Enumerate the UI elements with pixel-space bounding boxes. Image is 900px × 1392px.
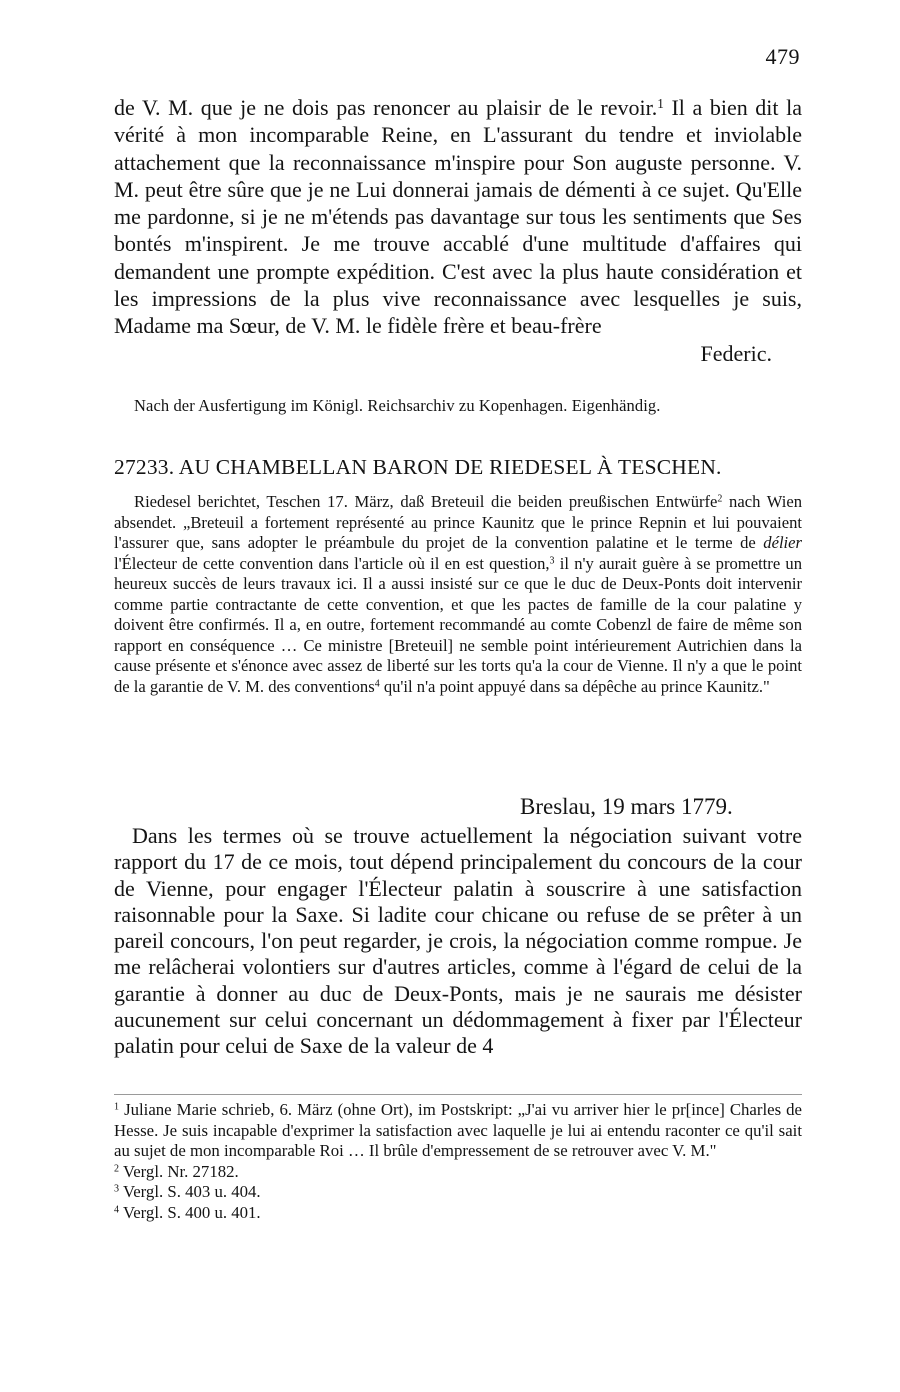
report-summary-text [114,492,802,697]
dateline: Breslau, 19 mars 1779. [520,794,733,819]
footnotes [114,1100,802,1223]
page-number: 479 [765,44,800,69]
footnote-ref-2[interactable]: 2 [717,493,723,505]
document-heading: 27233. AU CHAMBELLAN BARON DE RIEDESEL À TESCHEN. [114,455,722,479]
footnote-ref-3[interactable]: 3 [549,555,555,567]
body-text-start: de V. M. que je ne dois pas renoncer au plaisir de le revoir. [114,95,658,120]
signature: Federic. [700,340,772,366]
source-note: Nach der Ausfertigung im Königl. Reichsarchiv zu Kopenhagen. Eigenhändig. [134,396,661,415]
footnote-divider [114,1094,802,1095]
footnote-3 [114,1182,802,1203]
footnote-ref-1[interactable]: 1 [657,95,664,111]
footnote-2-text: Vergl. Nr. 27182. [119,1161,239,1181]
body-text-rest: Il a bien dit la vérité à mon incomparable Reine, en L'assurant du tendre et inviolable attachement que la reconnaissance m'inspire pour Son auguste personne. V. M. peut être sûre que je ne Lui donnerai jamais de démenti à ce sujet. Qu'Elle me pardonne, si je ne m'étends pas davantage sur tous les sentiments que Ses bontés m'inspirent. Je me trouve accablé d'une multitude d'affaires qui demandent une prompte expédition. C'est avec la plus haute considération et les impressions de la plus vive reconnaissance avec lesquelles je suis, Madame ma Sœur, de V. M. le fidèle frère et beau-frère [114,95,803,339]
footnote-marker-4: 4 [114,1203,120,1215]
footnote-2 [114,1162,802,1183]
letter-body [114,823,802,1060]
letter-conclusion [114,94,802,367]
footnote-marker-2: 2 [114,1162,120,1174]
summary-part-2: nach Wien absendet. „Breteuil a fortement représenté au prince Kaunitz que le prince Repnin et lui pouvaient l'assurer que, sans adopter le préambule du projet de la convention palatine et le terme de [114,492,803,552]
footnote-3-text: Vergl. S. 403 u. 404. [119,1182,261,1201]
footnote-1-text: Juliane Marie schrieb, 6. März (ohne Ort), im Postskript: „J'ai vu arriver hier le pr[ince] Charles de Hesse. Je suis incapable d'exprimer la satisfaction avec laquelle je lui ai entendu raconter ce qu'il sait au sujet de mon incomparable Roi … Il brûle d'empressement de se retrouver avec V. M." [114,1100,802,1160]
summary-part-3: l'Électeur de cette convention dans l'article où il en est question, [114,553,550,573]
report-summary [114,492,802,697]
footnote-1 [114,1100,802,1162]
footnote-ref-4[interactable]: 4 [374,678,380,690]
letter-conclusion-text [114,94,802,340]
footnote-4-text: Vergl. S. 400 u. 401. [119,1202,261,1222]
summary-emphasis: délier [763,533,802,552]
letter-body-text: Dans les termes où se trouve actuellement la négociation suivant votre rapport du 17 de ce mois, tout dépend principalement du concours de la cour de Vienne, pour engager l'Électeur palatin à souscrire à une satisfaction raisonnable pour la Saxe. Si ladite cour chicane ou refuse de se prêter à un pareil concours, l'on peut regarder, je crois, la négociation comme rompue. Je me relâcherai volontiers sur d'autres articles, comme à l'égard de celui de la garantie à donner au duc de Deux-Ponts, mais je ne saurais me désister aucunement sur celui concernant un dédommagement à fixer par l'Électeur palatin pour celui de Saxe de la valeur de 4 [114,823,802,1059]
summary-part-5: qu'il n'a point appuyé dans sa dépêche au prince Kaunitz." [379,676,770,696]
footnote-marker-1: 1 [114,1101,120,1113]
footnote-4 [114,1203,802,1224]
footnote-marker-3: 3 [114,1183,120,1195]
summary-part-1: Riedesel berichtet, Teschen 17. März, daß Breteuil die beiden preußischen Entwürfe [134,492,718,511]
summary-part-4: il n'y aurait guère à se promettre un heureux succès de leurs travaux ici. Il a aussi insisté sur ce que le duc de Deux-Ponts doit intervenir comme partie contractante de cette convention, et que les pactes de famille de la cour palatine y doivent être confirmés. Il a, en outre, fortement recommandé au comte Cobenzl de faire de même son rapport en conséquence … Ce ministre [Breteuil] ne semble point intérieurement Autrichien dans la cause présente et s'énonce avec assez de liberté sur les torts qu'a la cour de Vienne. Il n'y a que le point de la garantie de V. M. des conventions [114,553,803,696]
